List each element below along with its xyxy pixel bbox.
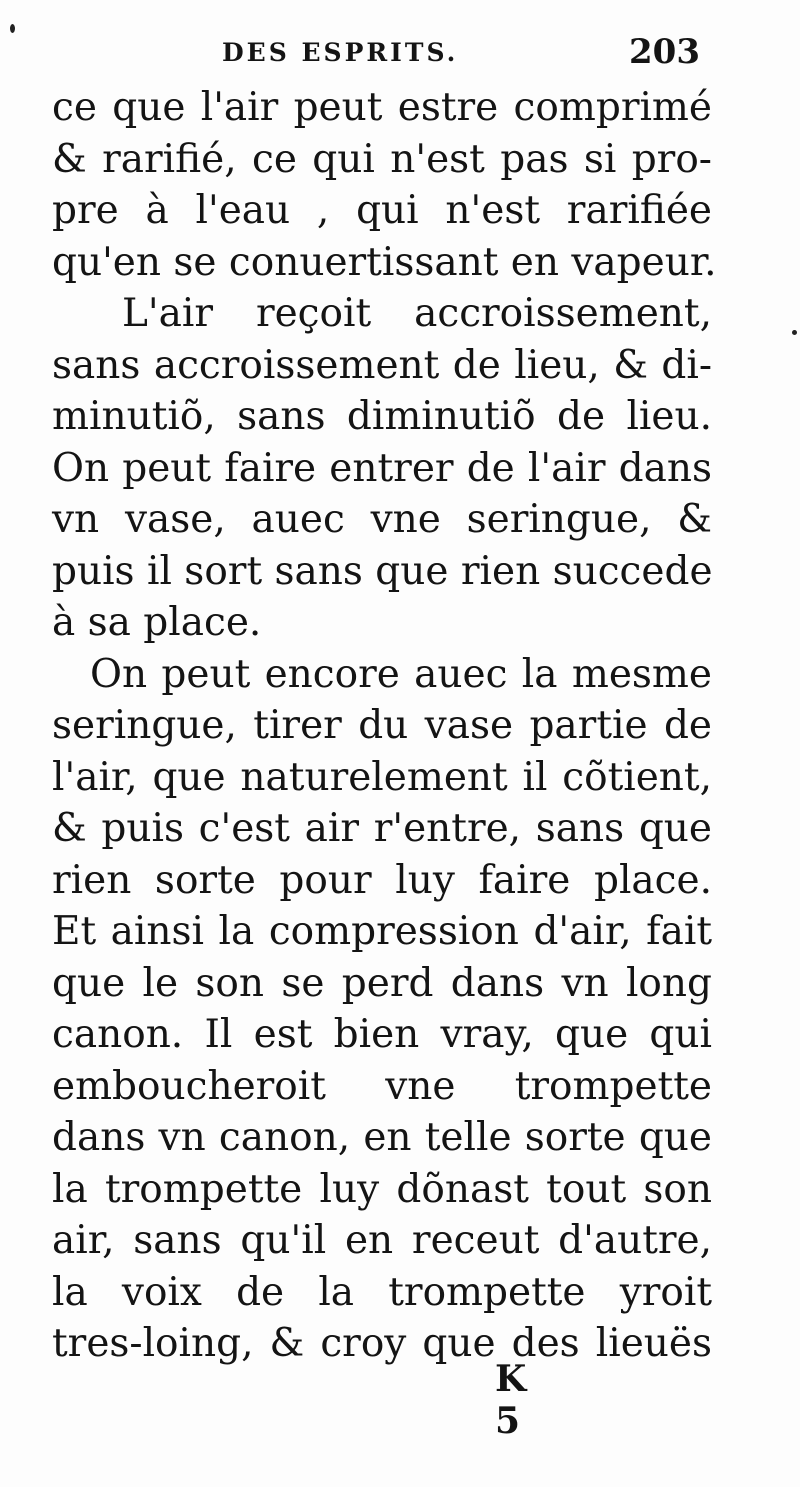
text-line: tres-loing, & croy que des lieuës <box>52 1321 712 1366</box>
ink-speck-decoration <box>792 330 797 335</box>
text-line: & puis c'est air r'entre, sans que <box>52 806 712 851</box>
text-line: vn vase, auec vne seringue, & <box>52 497 712 542</box>
text-line: air, sans qu'il en receut d'autre, <box>52 1218 712 1263</box>
page-footer <box>495 1358 615 1442</box>
text-line: ce que l'air peut estre comprimé <box>52 85 712 130</box>
text-line: seringue, tirer du vase partie de <box>52 703 712 748</box>
text-line: Et ainsi la compression d'air, fait <box>52 909 712 954</box>
text-line: emboucheroit vne trompette <box>52 1063 712 1109</box>
text-line: puis il sort sans que rien succede <box>52 548 713 594</box>
text-line: L'air reçoit accroissement, <box>122 291 712 336</box>
text-line: On peut faire entrer de l'air dans <box>52 445 712 491</box>
text-line: à sa place. <box>52 600 262 645</box>
text-line: sans accroissement de lieu, & di- <box>52 342 712 388</box>
ink-speck-decoration <box>10 24 15 33</box>
text-line: minutiõ, sans diminutiõ de lieu. <box>52 394 712 439</box>
text-line: dans vn canon, en telle sorte que <box>52 1115 712 1160</box>
text-line: la trompette luy dõnast tout son <box>52 1166 712 1212</box>
page-number: 203 <box>629 32 700 72</box>
text-line: qu'en se conuertissant en vapeur. <box>52 239 717 285</box>
text-line: la voix de la trompette yroit <box>52 1269 712 1315</box>
body-text <box>52 82 717 1370</box>
page-header <box>200 32 700 72</box>
running-title: DES ESPRITS. <box>222 38 459 67</box>
text-line: que le son se perd dans vn long <box>52 960 712 1006</box>
text-line: & rarifié, ce qui n'est pas si pro- <box>52 136 712 182</box>
text-line: rien sorte pour luy faire place. <box>52 857 712 903</box>
text-line: canon. Il est bien vray, que qui <box>52 1012 712 1057</box>
text-line: pre à l'eau , qui n'est rarifiée <box>52 188 712 233</box>
signature-mark: K 5 <box>495 1358 549 1442</box>
text-line: l'air, que naturelement il cõtient, <box>52 754 712 800</box>
text-line: On peut encore auec la mesme <box>90 651 712 697</box>
